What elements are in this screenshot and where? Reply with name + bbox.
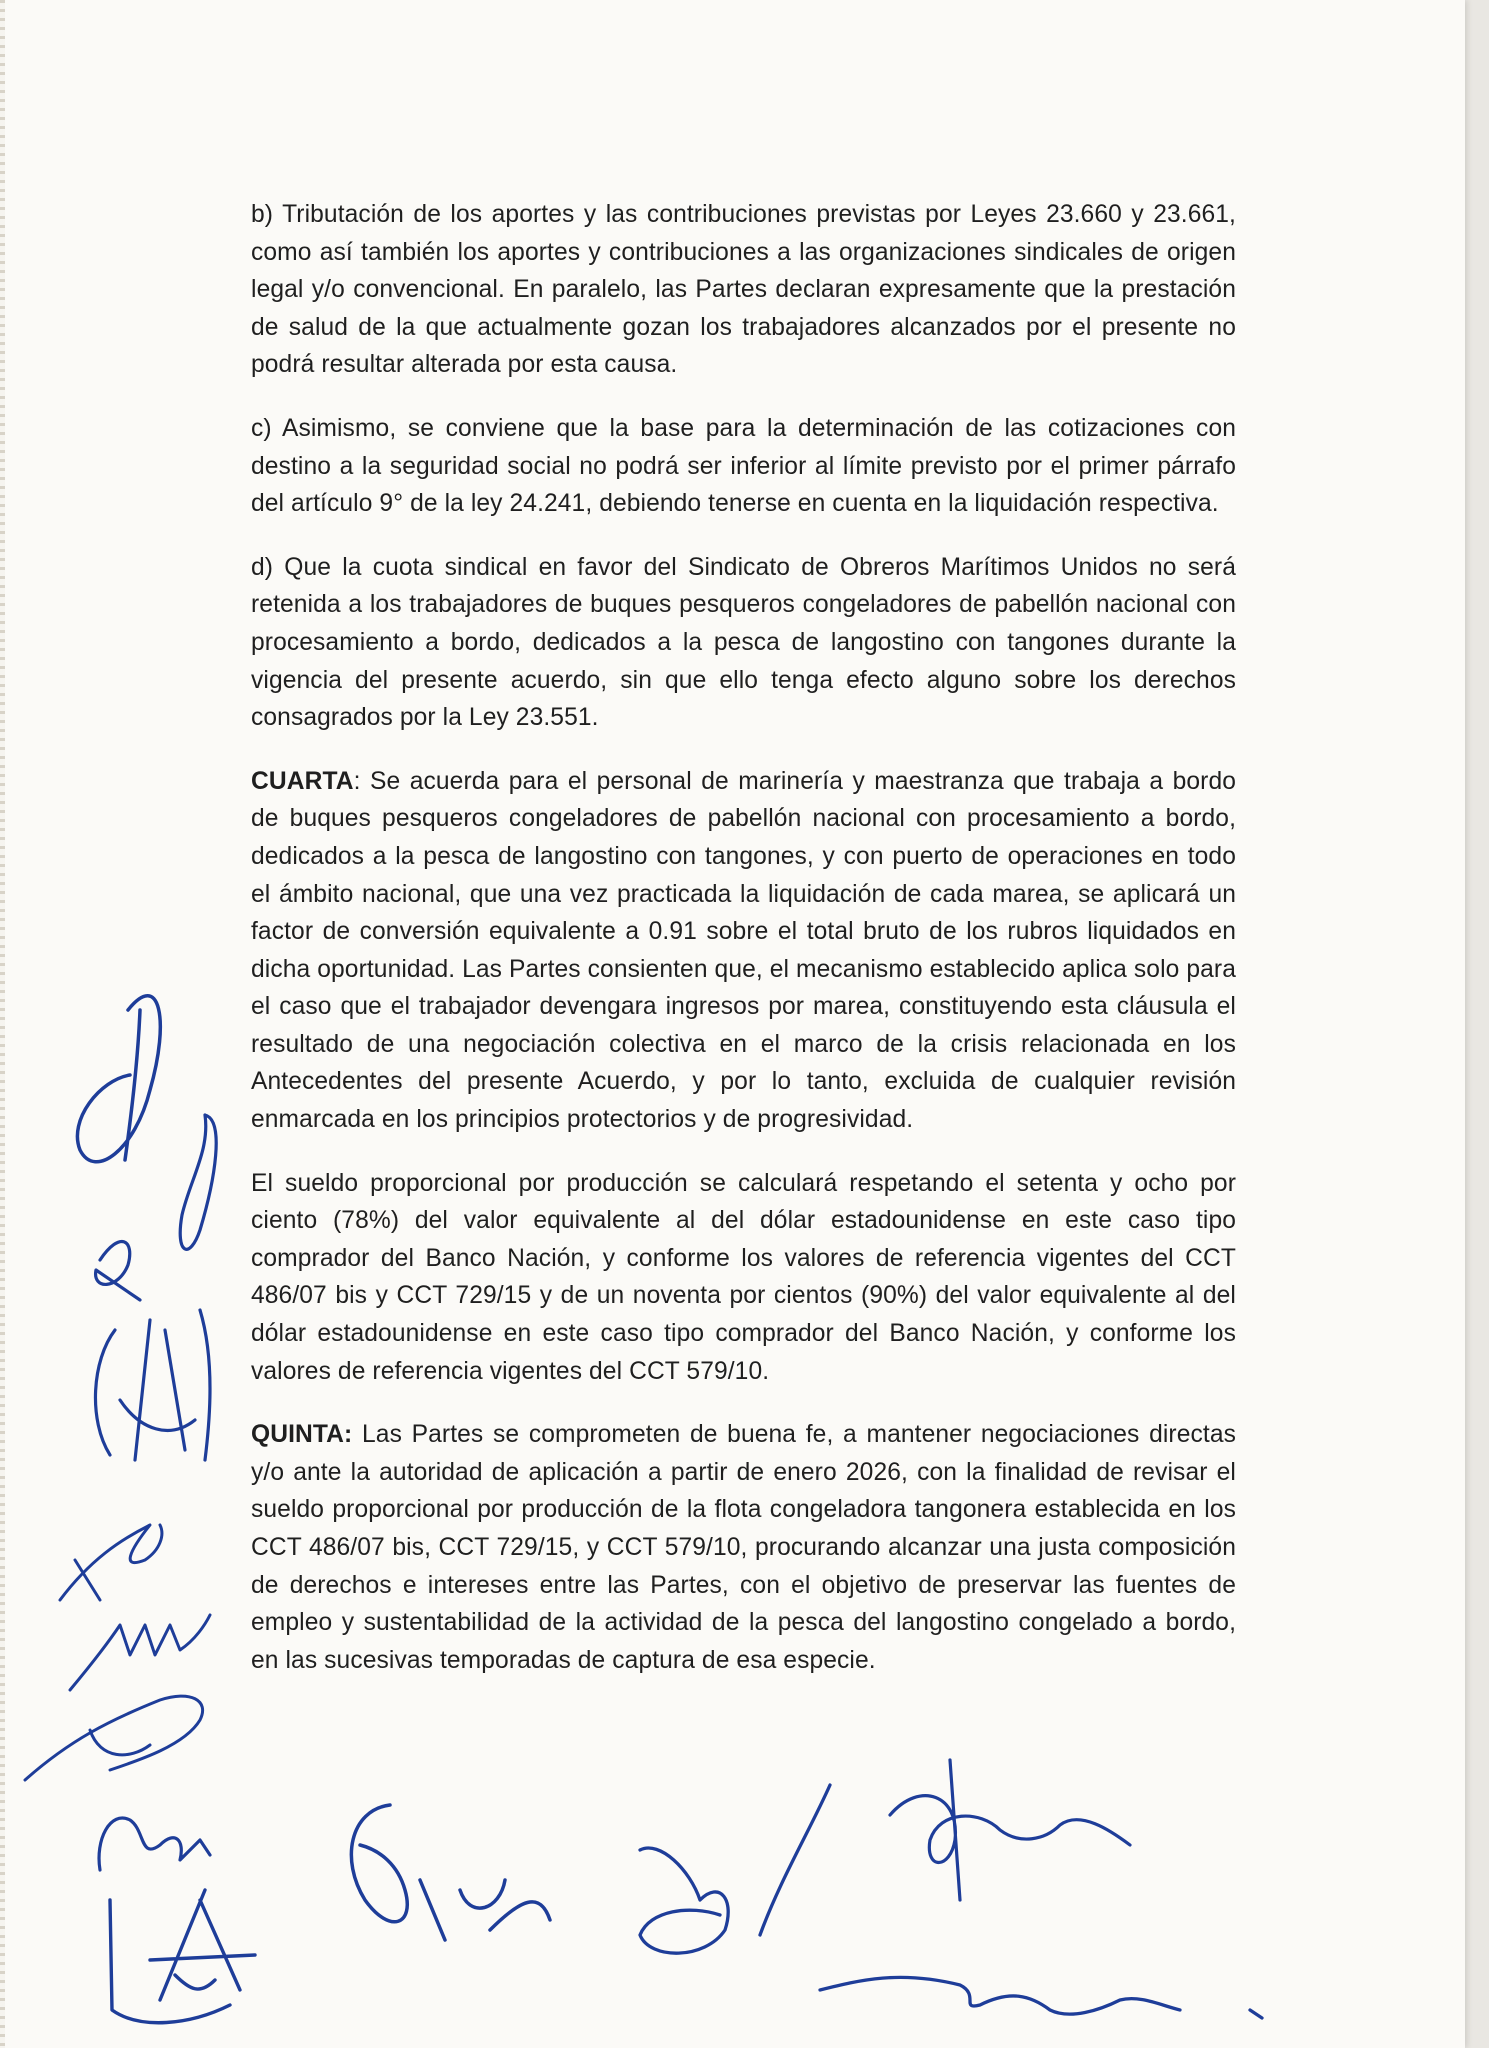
paragraph-text: b) Tributación de los aportes y las contribuciones previstas por Leyes 23.660 y 23.661, como así también los aportes y contribuciones a las organizaciones sindicales de origen legal y/o convencional. En paralelo, las Partes declaran expresamente que la prestación de salud de la que actualmente gozan los trabajadores alcanzados por el presente no podrá resultar alterada por esta causa. — [251, 201, 1236, 379]
binding-edge — [0, 0, 5, 2048]
paragraph-text: d) Que la cuota sindical en favor del Sindicato de Obreros Marítimos Unidos no será retenida a los trabajadores de buques pesqueros congeladores de pabellón nacional con procesamiento a bordo, dedicados a la pesca de langostino con tangones durante la vigencia del presente acuerdo, sin que ello tenga efecto alguno sobre los derechos consagrados por la Ley 23.551. — [251, 553, 1236, 732]
clause-cuarta — [251, 763, 1236, 1139]
paragraph-c — [251, 410, 1236, 523]
clause-heading: QUINTA: — [251, 1421, 353, 1449]
paragraph-b — [251, 196, 1236, 384]
margin-signature-3 — [95, 1310, 210, 1460]
margin-signature-7 — [99, 1818, 210, 1870]
margin-signature-5 — [70, 1615, 210, 1690]
paragraph-text: c) Asimismo, se conviene que la base para la determinación de las cotizaciones con destino a la seguridad social no podrá ser inferior al límite previsto por el primer párrafo del artículo 9° de la ley 24.241, debiendo tenerse en cuenta en la liquidación respectiva. — [251, 414, 1236, 518]
margin-signature-1 — [77, 996, 160, 1162]
paragraph-sueldo-proporcional — [251, 1165, 1236, 1391]
bottom-signature-3 — [890, 1760, 1130, 1900]
clause-quinta — [251, 1416, 1236, 1679]
paragraph-text: El sueldo proporcional por producción se calculará respetando el setenta y ocho por ciento (78%) del valor equivalente al del dólar estadounidense en este caso tipo comprador del Banco Nación, y conforme los valores de referencia vigentes del CCT 486/07 bis y CCT 729/15 y de un noventa por cientos (90%) del valor equivalente al del dólar estadounidense en este caso tipo comprador del Banco Nación, y conforme los valores de referencia vigentes del CCT 579/10. — [251, 1169, 1236, 1385]
document-body — [251, 196, 1236, 1705]
bottom-signature-2 — [640, 1785, 830, 1953]
bottom-signature-1 — [351, 1805, 550, 1940]
paragraph-d — [251, 549, 1236, 737]
margin-signature-2 — [96, 1115, 217, 1300]
clause-heading: CUARTA — [251, 767, 354, 795]
paragraph-text: Las Partes se comprometen de buena fe, a mantener negociaciones directas y/o ante la autoridad de aplicación a partir de enero 2026, con la finalidad de revisar el sueldo proporcional por producción de la flota congeladora tangonera establecida en los CCT 486/07 bis, CCT 729/15, y CCT 579/10, procurando alcanzar una justa composición de derechos e intereses entre las Partes, con el objetivo de preservar las fuentes de empleo y sustentabilidad de la actividad de la pesca del langostino congelado a bordo, en las sucesivas temporadas de captura de esa especie. — [251, 1421, 1236, 1674]
margin-signature-8 — [110, 1890, 255, 2023]
paragraph-text: : Se acuerda para el personal de marinería y maestranza que trabaja a bordo de buques pesqueros congeladores de pabellón nacional con procesamiento a bordo, dedicados a la pesca de langostino con tangones, y con puerto de operaciones en todo el ámbito nacional, que una vez practicada la liquidación de cada marea, se aplicará un factor de conversión equivalente a 0.91 sobre el total bruto de los rubros liquidados en dicha oportunidad. Las Partes consienten que, el mecanismo establecido aplica solo para el caso que el trabajador devengara ingresos por marea, constituyendo esta cláusula el resultado de una negociación colectiva en el marco de la crisis relacionada en los Antecedentes del presente Acuerdo, y por lo tanto, excluida de cualquier revisión enmarcada en los principios protectorios y de progresividad. — [251, 767, 1236, 1134]
bottom-signature-4 — [820, 1977, 1262, 2018]
margin-signature-6 — [25, 1696, 203, 1780]
margin-signature-4 — [60, 1525, 162, 1600]
